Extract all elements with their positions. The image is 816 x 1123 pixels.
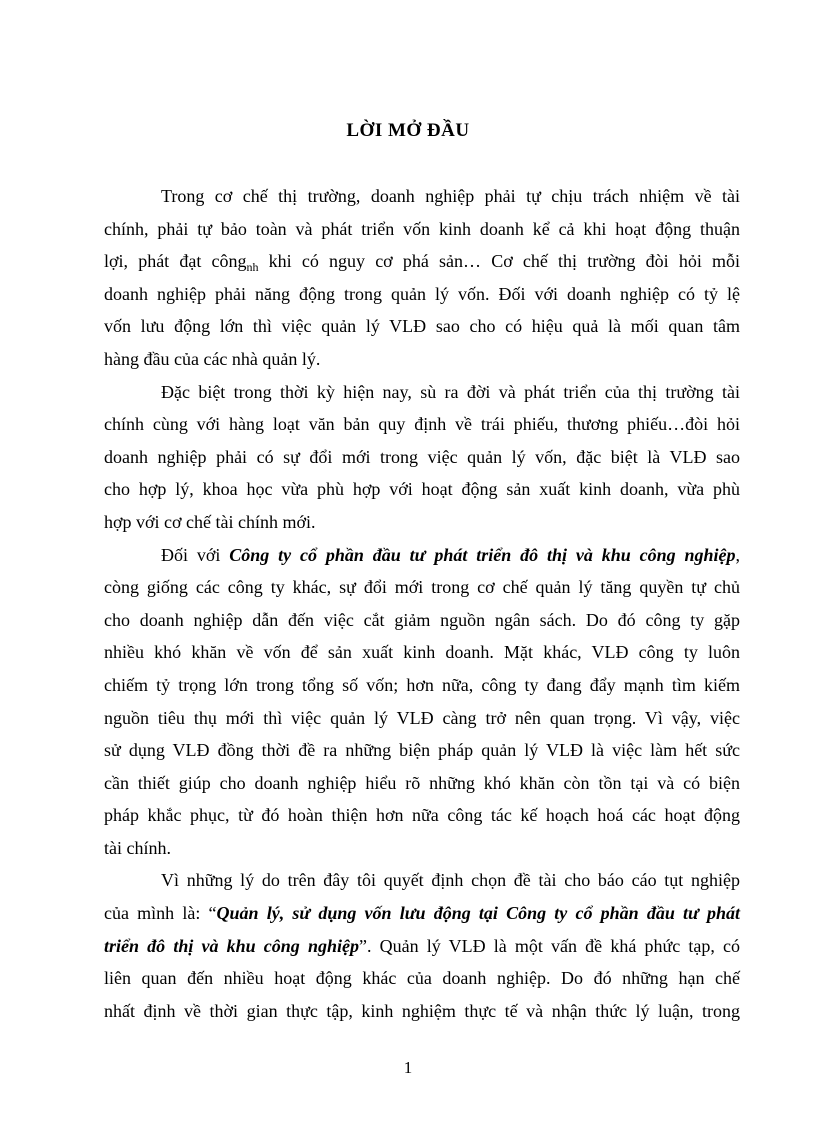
text-line: Đặc biệt trong thời kỳ hiện nay, sù ra đời và phát triển của thị trường tài <box>161 381 740 402</box>
text-fragment: Đối với <box>161 544 230 565</box>
text-line: vốn lưu động lớn thì việc quản lý VLĐ sao cho có hiệu quả là mối quan tâm <box>104 316 740 337</box>
text-line: nhiều khó khăn về vốn để sản xuất kinh doanh. Mặt khác, VLĐ công ty luôn <box>104 642 740 663</box>
text-fragment: của mình là: “ <box>104 903 217 924</box>
text-line: doanh nghiệp phải có sự đổi mới trong việc quản lý vốn, đặc biệt là VLĐ sao <box>104 446 740 467</box>
text-line: tài chính. <box>104 837 171 858</box>
text-line <box>104 930 740 963</box>
document-body <box>104 180 740 1027</box>
text-line: cho hợp lý, khoa học vừa phù hợp với hoạt động sản xuất kinh doanh, vừa phù <box>104 479 740 500</box>
text-line: chiếm tỷ trọng lớn trong tổng số vốn; hơn nữa, công ty đang đẩy mạnh tìm kiếm <box>104 674 740 695</box>
text-line: doanh nghiệp phải năng động trong quản lý vốn. Đối với doanh nghiệp có tỷ lệ <box>104 283 740 304</box>
text-line: chính cùng với hàng loạt văn bản quy định về trái phiếu, thương phiếu…đòi hỏi <box>104 414 740 435</box>
thesis-title-emphasis: Quản lý, sử dụng vốn lưu động tại Công ty cổ phần đầu tư phát <box>216 903 740 924</box>
text-line <box>104 539 740 572</box>
text-line: hàng đầu của các nhà quản lý. <box>104 348 321 369</box>
text-fragment: khi có nguy cơ phá sản… Cơ chế thị trường đòi hỏi mỗi <box>258 251 740 272</box>
page-number: 1 <box>403 1058 413 1077</box>
text-line: cho doanh nghiệp dẫn đến việc cắt giảm nguồn ngân sách. Do đó công ty gặp <box>104 609 740 630</box>
text-line: liên quan đến nhiều hoạt động khác của doanh nghiệp. Do đó những hạn chế <box>104 968 740 989</box>
text-line: Trong cơ chế thị trường, doanh nghiệp phải tự chịu trách nhiệm về tài <box>161 186 740 206</box>
text-line <box>104 245 740 278</box>
text-line: pháp khắc phục, từ đó hoàn thiện hơn nữa công tác kế hoạch hoá các hoạt động <box>104 805 740 826</box>
text-line: nguồn tiêu thụ mới thì việc quản lý VLĐ càng trở nên quan trọng. Vì vậy, việc <box>104 707 740 728</box>
subscript-fragment: nh <box>246 260 259 275</box>
text-line: chính, phải tự bảo toàn và phát triển vốn kinh doanh kể cả khi hoạt động thuận <box>104 218 740 239</box>
document-title: LỜI MỞ ĐẦU <box>346 120 470 141</box>
company-name-emphasis: Công ty cổ phần đầu tư phát triển đô thị và khu công nghiệp <box>229 544 736 565</box>
text-line: cần thiết giúp cho doanh nghiệp hiểu rõ những khó khăn còn tồn tại và có biện <box>104 772 740 793</box>
text-line: Vì những lý do trên đây tôi quyết định chọn đề tài cho báo cáo tụt nghiệp <box>161 870 740 891</box>
text-line: hợp với cơ chế tài chính mới. <box>104 511 316 532</box>
text-fragment: lợi, phát đạt công <box>104 251 247 272</box>
text-line: còng giống các công ty khác, sự đổi mới trong cơ chế quản lý tăng quyền tự chủ <box>104 577 740 598</box>
text-fragment: , <box>735 544 740 565</box>
text-line: nhất định về thời gian thực tập, kinh nghiệm thực tế và nhận thức lý luận, trong <box>104 1000 740 1021</box>
text-line <box>104 897 740 930</box>
text-fragment: ”. Quản lý VLĐ là một vấn đề khá phức tạp, có <box>358 935 740 956</box>
thesis-title-emphasis: triển đô thị và khu công nghiệp <box>104 935 359 956</box>
text-line: sử dụng VLĐ đồng thời đề ra những biện pháp quản lý VLĐ là việc làm hết sức <box>104 740 740 761</box>
